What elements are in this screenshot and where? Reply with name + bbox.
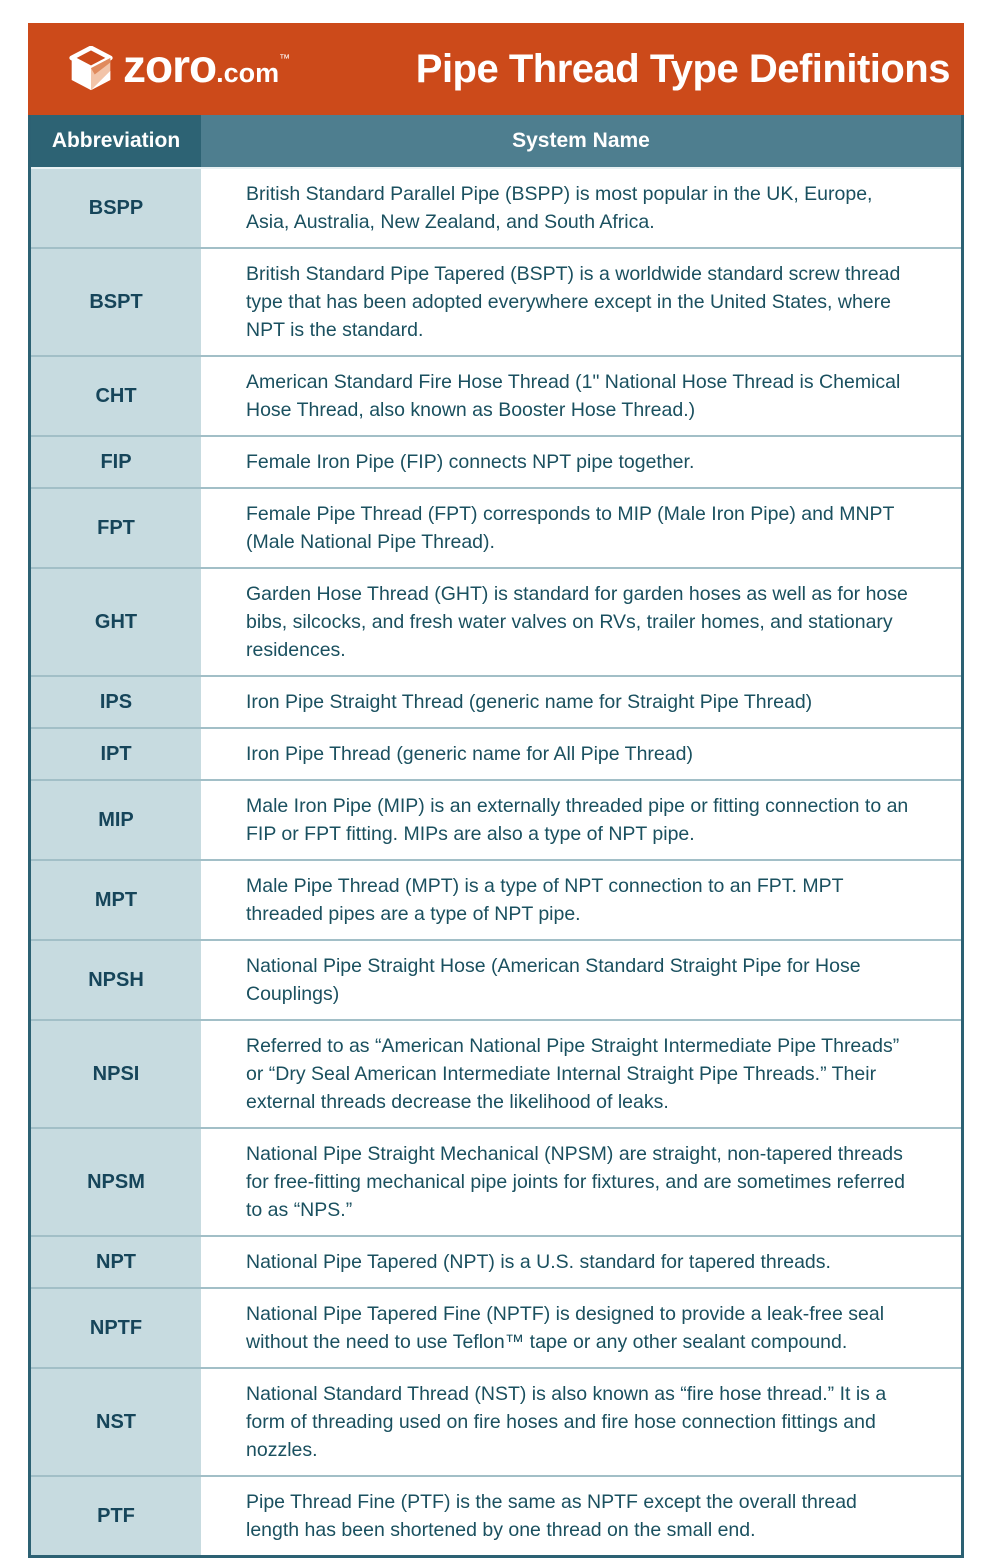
logo-trademark: ™: [279, 52, 291, 65]
abbreviation-cell: BSPP: [31, 169, 201, 247]
infographic-card: [28, 23, 964, 1558]
abbreviation-cell: CHT: [31, 357, 201, 435]
definition-cell: [201, 569, 961, 675]
definition-cell: [201, 1369, 961, 1475]
definitions-table: [28, 115, 964, 1558]
definition-text: Garden Hose Thread (GHT) is standard for garden hoses as well as for hose bibs, silcocks, and fresh water valves on RVs, trailer homes, and stationary residences.: [246, 583, 908, 661]
definition-text: Iron Pipe Thread (generic name for All Pipe Thread): [246, 743, 693, 765]
table-row: [31, 435, 961, 487]
definition-text: Male Iron Pipe (MIP) is an externally threaded pipe or fitting connection to an FIP or FPT fitting. MIPs are also a type of NPT pipe.: [246, 795, 909, 845]
abbreviation-cell: IPS: [31, 677, 201, 727]
definition-text: National Pipe Tapered (NPT) is a U.S. standard for tapered threads.: [246, 1251, 831, 1273]
table-row: [31, 859, 961, 939]
table-row: [31, 1127, 961, 1235]
definition-cell: [201, 169, 961, 247]
definition-text: British Standard Pipe Tapered (BSPT) is a worldwide standard screw thread type that has been adopted everywhere except in the United States, where NPT is the standard.: [246, 263, 901, 341]
table-row: [31, 1475, 961, 1555]
abbreviation-cell: NPSH: [31, 941, 201, 1019]
abbreviation-cell: NST: [31, 1369, 201, 1475]
abbreviation-cell: MIP: [31, 781, 201, 859]
table-row: [31, 487, 961, 567]
definition-cell: [201, 781, 961, 859]
table-row: [31, 727, 961, 779]
table-row: [31, 1019, 961, 1127]
zoro-cube-icon: [68, 46, 114, 92]
table-row: [31, 1235, 961, 1287]
abbreviation-cell: NPSI: [31, 1021, 201, 1127]
table-row: [31, 355, 961, 435]
definition-cell: [201, 357, 961, 435]
logo-brand-text: zoro: [123, 39, 217, 92]
table-row: [31, 247, 961, 355]
abbreviation-cell: NPTF: [31, 1289, 201, 1367]
definition-cell: [201, 941, 961, 1019]
definition-text: Female Pipe Thread (FPT) corresponds to MIP (Male Iron Pipe) and MNPT (Male National Pipe Thread).: [246, 503, 895, 553]
table-row: [31, 779, 961, 859]
definition-cell: [201, 489, 961, 567]
definition-cell: [201, 729, 961, 779]
definition-cell: [201, 1129, 961, 1235]
table-row: [31, 939, 961, 1019]
definition-text: Referred to as “American National Pipe Straight Intermediate Pipe Threads” or “Dry Seal American Intermediate Internal Straight Pipe Threads.” Their external threads decrease the likelihood of leaks.: [246, 1035, 900, 1113]
definition-cell: [201, 861, 961, 939]
abbreviation-cell: GHT: [31, 569, 201, 675]
definition-text: National Pipe Tapered Fine (NPTF) is designed to provide a leak-free seal without the need to use Teflon™ tape or any other sealant compound.: [246, 1303, 885, 1353]
abbreviation-cell: FPT: [31, 489, 201, 567]
banner: [28, 23, 964, 115]
definition-text: British Standard Parallel Pipe (BSPP) is most popular in the UK, Europe, Asia, Australia, New Zealand, and South Africa.: [246, 183, 873, 233]
table-header-row: [31, 115, 961, 167]
abbreviation-cell: IPT: [31, 729, 201, 779]
table-row: [31, 1287, 961, 1367]
table-row: [31, 167, 961, 247]
table-row: [31, 567, 961, 675]
definition-cell: [201, 1021, 961, 1127]
definition-cell: [201, 249, 961, 355]
definition-cell: [201, 1237, 961, 1287]
zoro-wordmark: [123, 39, 291, 96]
zoro-logo: [68, 39, 291, 96]
abbreviation-cell: PTF: [31, 1477, 201, 1555]
definition-text: American Standard Fire Hose Thread (1" National Hose Thread is Chemical Hose Thread, also known as Booster Hose Thread.): [246, 371, 901, 421]
definition-text: Female Iron Pipe (FIP) connects NPT pipe together.: [246, 451, 695, 473]
abbreviation-cell: NPT: [31, 1237, 201, 1287]
definition-cell: [201, 437, 961, 487]
table-row: [31, 1367, 961, 1475]
abbreviation-cell: MPT: [31, 861, 201, 939]
column-header-system-name: System Name: [201, 115, 961, 167]
logo-tld-text: .com: [216, 57, 280, 88]
table-row: [31, 675, 961, 727]
definition-text: Pipe Thread Fine (PTF) is the same as NPTF except the overall thread length has been shortened by one thread on the small end.: [246, 1491, 857, 1541]
abbreviation-cell: FIP: [31, 437, 201, 487]
abbreviation-cell: BSPT: [31, 249, 201, 355]
abbreviation-cell: NPSM: [31, 1129, 201, 1235]
definition-text: Iron Pipe Straight Thread (generic name for Straight Pipe Thread): [246, 691, 813, 713]
definition-text: National Pipe Straight Mechanical (NPSM) are straight, non-tapered threads for free-fitting mechanical pipe joints for fixtures, and are sometimes referred to as “NPS.”: [246, 1143, 905, 1221]
table-body: [31, 167, 961, 1555]
definition-text: Male Pipe Thread (MPT) is a type of NPT connection to an FPT. MPT threaded pipes are a type of NPT pipe.: [246, 875, 844, 925]
page-title: Pipe Thread Type Definitions: [415, 46, 950, 91]
definition-text: National Pipe Straight Hose (American Standard Straight Pipe for Hose Couplings): [246, 955, 861, 1005]
column-header-abbreviation: Abbreviation: [31, 115, 201, 167]
definition-cell: [201, 1477, 961, 1555]
definition-cell: [201, 1289, 961, 1367]
definition-text: National Standard Thread (NST) is also known as “fire hose thread.” It is a form of threading used on fire hoses and fire hose connection fittings and nozzles.: [246, 1383, 887, 1461]
definition-cell: [201, 677, 961, 727]
